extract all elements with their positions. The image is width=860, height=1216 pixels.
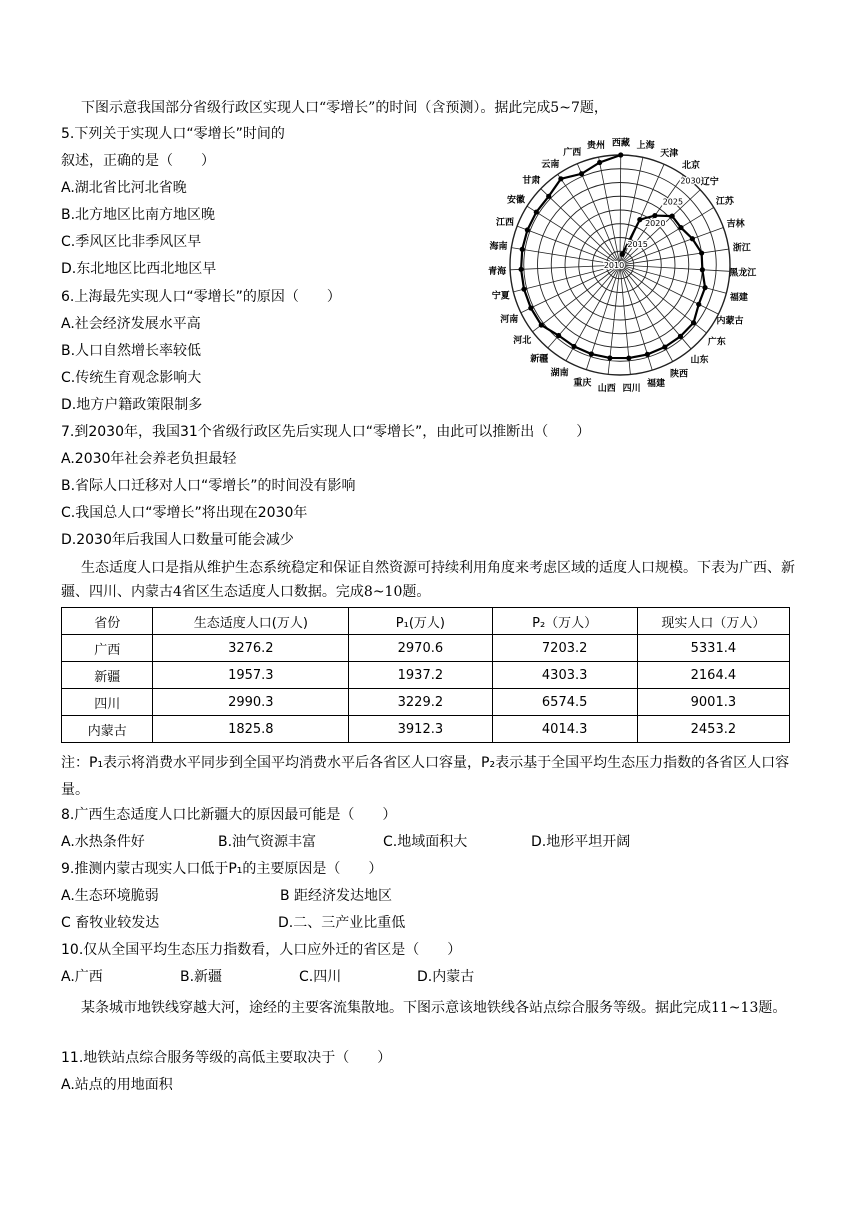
q10-option-a: A.广西: [61, 969, 103, 985]
table-cell: 7203.2: [492, 635, 637, 662]
radar-point: [579, 171, 584, 176]
radar-point: [534, 209, 539, 214]
radar-category-label: 江苏: [715, 197, 734, 208]
q10-stem: 10.仅从全国平均生态压力指数看，人口应外迁的省区是（ ）: [61, 942, 462, 958]
intro-8-10: 生态适度人口是指从维护生态系统稳定和保证自然资源可持续利用角度来考虑区域的适度人口规模。下表为广西、新疆、四川、内蒙古4省区生态适度人口数据。完成8~10题。: [61, 560, 795, 600]
radar-tick-label: 2015: [627, 239, 648, 249]
radar-point: [700, 267, 705, 272]
intro-5-7: 下图示意我国部分省级行政区实现人口“零增长”的时间（含预测）。据此完成5~7题，: [81, 100, 608, 116]
table-cell: 9001.3: [637, 689, 789, 716]
q8-stem: 8.广西生态适度人口比新疆大的原因最可能是（ ）: [61, 807, 397, 823]
zero-growth-radar-chart: [470, 125, 770, 394]
table-cell: 广西: [62, 635, 153, 662]
q6-option-d: D.地方户籍政策限制多: [61, 397, 203, 413]
q6-option-a: A.社会经济发展水平高: [61, 316, 201, 332]
q10-option-b: B.新疆: [180, 969, 223, 985]
radar-category-label: 湖南: [550, 368, 569, 379]
q5-stem-line1: 5.下列关于实现人口“零增长”时间的: [61, 126, 285, 142]
table-header-cell: P₁(万人): [349, 608, 492, 635]
q7-option-b: B.省际人口迁移对人口“零增长”的时间没有影响: [61, 478, 356, 494]
table-cell: 3229.2: [349, 689, 492, 716]
radar-spoke: [577, 164, 620, 265]
table-header-cell: 省份: [62, 608, 153, 635]
table-cell: 5331.4: [637, 635, 789, 662]
q8-options: [61, 832, 630, 852]
table-cell: 2970.6: [349, 635, 492, 662]
q8-option-c: C.地域面积大: [383, 834, 468, 850]
q6-option-c: C.传统生育观念影响大: [61, 370, 202, 386]
radar-point: [521, 287, 526, 292]
radar-point: [691, 320, 696, 325]
radar-point: [678, 225, 683, 230]
radar-category-label: 青海: [488, 266, 507, 277]
radar-category-label: 陕西: [669, 369, 688, 380]
table-header-cell: 现实人口（万人）: [637, 608, 789, 635]
q8-option-b: B.油气资源丰富: [218, 834, 317, 850]
eco-population-table: [61, 607, 790, 743]
table-cell: 四川: [62, 689, 153, 716]
radar-point: [539, 322, 544, 327]
radar-category-label: 甘肃: [522, 176, 541, 187]
radar-point: [607, 355, 612, 360]
radar-category-label: 浙江: [732, 243, 751, 254]
table-header-cell: P₂（万人）: [492, 608, 637, 635]
radar-category-label: 广西: [563, 148, 582, 159]
q10-option-d: D.内蒙古: [417, 969, 475, 985]
radar-category-label: 西藏: [611, 138, 630, 149]
radar-spoke: [521, 265, 620, 313]
radar-category-label: 上海: [636, 141, 655, 152]
radar-point: [618, 152, 623, 157]
radar-category-label: 黑龙江: [729, 268, 757, 279]
radar-category-label: 内蒙古: [716, 316, 744, 327]
radar-spoke: [517, 226, 620, 265]
radar-point: [558, 176, 563, 181]
table-cell: 3276.2: [153, 635, 349, 662]
radar-point: [690, 236, 695, 241]
q7-option-d: D.2030年后我国人口数量可能会减少: [61, 532, 294, 548]
radar-spoke: [620, 155, 621, 265]
radar-category-label: 四川: [622, 383, 641, 394]
radar-point: [589, 351, 594, 356]
q9-option-c: C 畜牧业较发达: [61, 915, 160, 931]
radar-tick-label: 2020: [645, 218, 666, 228]
q11-option-a: A.站点的用地面积: [61, 1077, 173, 1093]
radar-point: [696, 302, 701, 307]
radar-point: [620, 252, 625, 257]
q5-option-b: B.北方地区比南方地区晚: [61, 207, 216, 223]
radar-category-label: 宁夏: [491, 291, 510, 302]
q5-option-c: C.季风区比非季风区早: [61, 234, 202, 250]
radar-category-label: 海南: [489, 242, 508, 253]
table-note: 注：P₁表示将消费水平同步到全国平均消费水平后各省区人口容量，P₂表示基于全国平均生态压力指数的各省区人口容量。: [61, 755, 790, 798]
table-header-cell: 生态适度人口(万人): [153, 608, 349, 635]
table-cell: 2453.2: [637, 716, 789, 743]
radar-tick-label: 2025: [662, 197, 684, 207]
radar-point: [699, 250, 704, 255]
radar-point: [670, 213, 675, 218]
q9-option-a: A.生态环境脆弱: [61, 888, 159, 904]
table-row: [62, 635, 790, 662]
radar-point: [525, 227, 530, 232]
radar-category-label: 辽宁: [700, 177, 719, 188]
q8-option-a: A.水热条件好: [61, 834, 145, 850]
radar-point: [556, 333, 561, 338]
radar-tick-label: 2030: [680, 176, 701, 186]
radar-category-label: 安徽: [507, 195, 526, 206]
radar-category-label: 河北: [513, 336, 532, 347]
radar-category-label: 新疆: [530, 354, 549, 365]
table-cell: 1825.8: [153, 716, 349, 743]
q6-stem: 6.上海最先实现人口“零增长”的原因（ ）: [61, 289, 341, 305]
table-cell: 新疆: [62, 662, 153, 689]
q7-stem: 7.到2030年，我国31个省级行政区先后实现人口“零增长”，由此可以推断出（ ）: [61, 424, 591, 440]
radar-point: [528, 305, 533, 310]
radar-category-label: 重庆: [573, 378, 592, 389]
q6-option-b: B.人口自然增长率较低: [61, 343, 202, 359]
radar-category-label: 福建: [647, 379, 666, 390]
radar-spoke: [620, 265, 726, 293]
q11-stem: 11.地铁站点综合服务等级的高低主要取决于（ ）: [61, 1050, 392, 1066]
table-cell: 2164.4: [637, 662, 789, 689]
q5-option-d: D.东北地区比西北地区早: [61, 261, 217, 277]
q9-option-d: D.二、三产业比重低: [278, 915, 406, 931]
table-row: [62, 662, 790, 689]
radar-point: [678, 334, 683, 339]
radar-spoke: [533, 265, 620, 332]
table-cell: 2990.3: [153, 689, 349, 716]
q10-options: [61, 967, 474, 987]
radar-category-label: 广东: [707, 337, 726, 348]
q7-option-c: C.我国总人口“零增长”将出现在2030年: [61, 505, 308, 521]
radar-point: [597, 160, 602, 165]
table-cell: 1937.2: [349, 662, 492, 689]
q10-option-c: C.四川: [299, 969, 342, 985]
table-row: [62, 716, 790, 743]
table-cell: 内蒙古: [62, 716, 153, 743]
q9-stem: 9.推测内蒙古现实人口低于P₁的主要原因是（ ）: [61, 861, 383, 877]
radar-category-label: 山东: [690, 355, 709, 366]
q5-option-a: A.湖北省比河北省晚: [61, 180, 187, 196]
radar-point: [702, 285, 707, 290]
radar-point: [626, 355, 631, 360]
q8-option-d: D.地形平坦开阔: [531, 834, 631, 850]
radar-point: [518, 267, 523, 272]
radar-category-label: 山西: [597, 383, 616, 394]
radar-category-label: 河南: [500, 314, 519, 325]
radar-point: [652, 213, 657, 218]
radar-category-label: 北京: [681, 161, 700, 172]
table-header-row: [62, 608, 790, 635]
intro-11-13: 某条城市地铁线穿越大河，途经的主要客流集散地。下图示意该地铁线各站点综合服务等级。据此完成11~13题。: [81, 1000, 787, 1016]
radar-category-label: 吉林: [726, 219, 745, 230]
table-row: [62, 689, 790, 716]
radar-point: [520, 247, 525, 252]
q7-option-a: A.2030年社会养老负担最轻: [61, 451, 237, 467]
radar-category-label: 天津: [660, 148, 679, 159]
table-cell: 3912.3: [349, 716, 492, 743]
radar-category-label: 云南: [541, 160, 560, 171]
q9-option-b: B 距经济发达地区: [280, 888, 393, 904]
radar-point: [662, 344, 667, 349]
radar-point: [546, 194, 551, 199]
table-cell: 6574.5: [492, 689, 637, 716]
radar-point: [637, 217, 642, 222]
radar-category-label: 江西: [495, 218, 514, 229]
table-cell: 4303.3: [492, 662, 637, 689]
table-cell: 4014.3: [492, 716, 637, 743]
radar-category-label: 贵州: [587, 140, 606, 151]
radar-tick-label: 2010: [603, 261, 625, 270]
radar-point: [571, 344, 576, 349]
radar-category-label: 福建: [729, 293, 748, 304]
q5-stem-line2: 叙述，正确的是（ ）: [61, 153, 215, 169]
table-cell: 1957.3: [153, 662, 349, 689]
radar-spoke: [527, 206, 620, 265]
radar-spoke: [620, 249, 729, 265]
radar-point: [645, 352, 650, 357]
